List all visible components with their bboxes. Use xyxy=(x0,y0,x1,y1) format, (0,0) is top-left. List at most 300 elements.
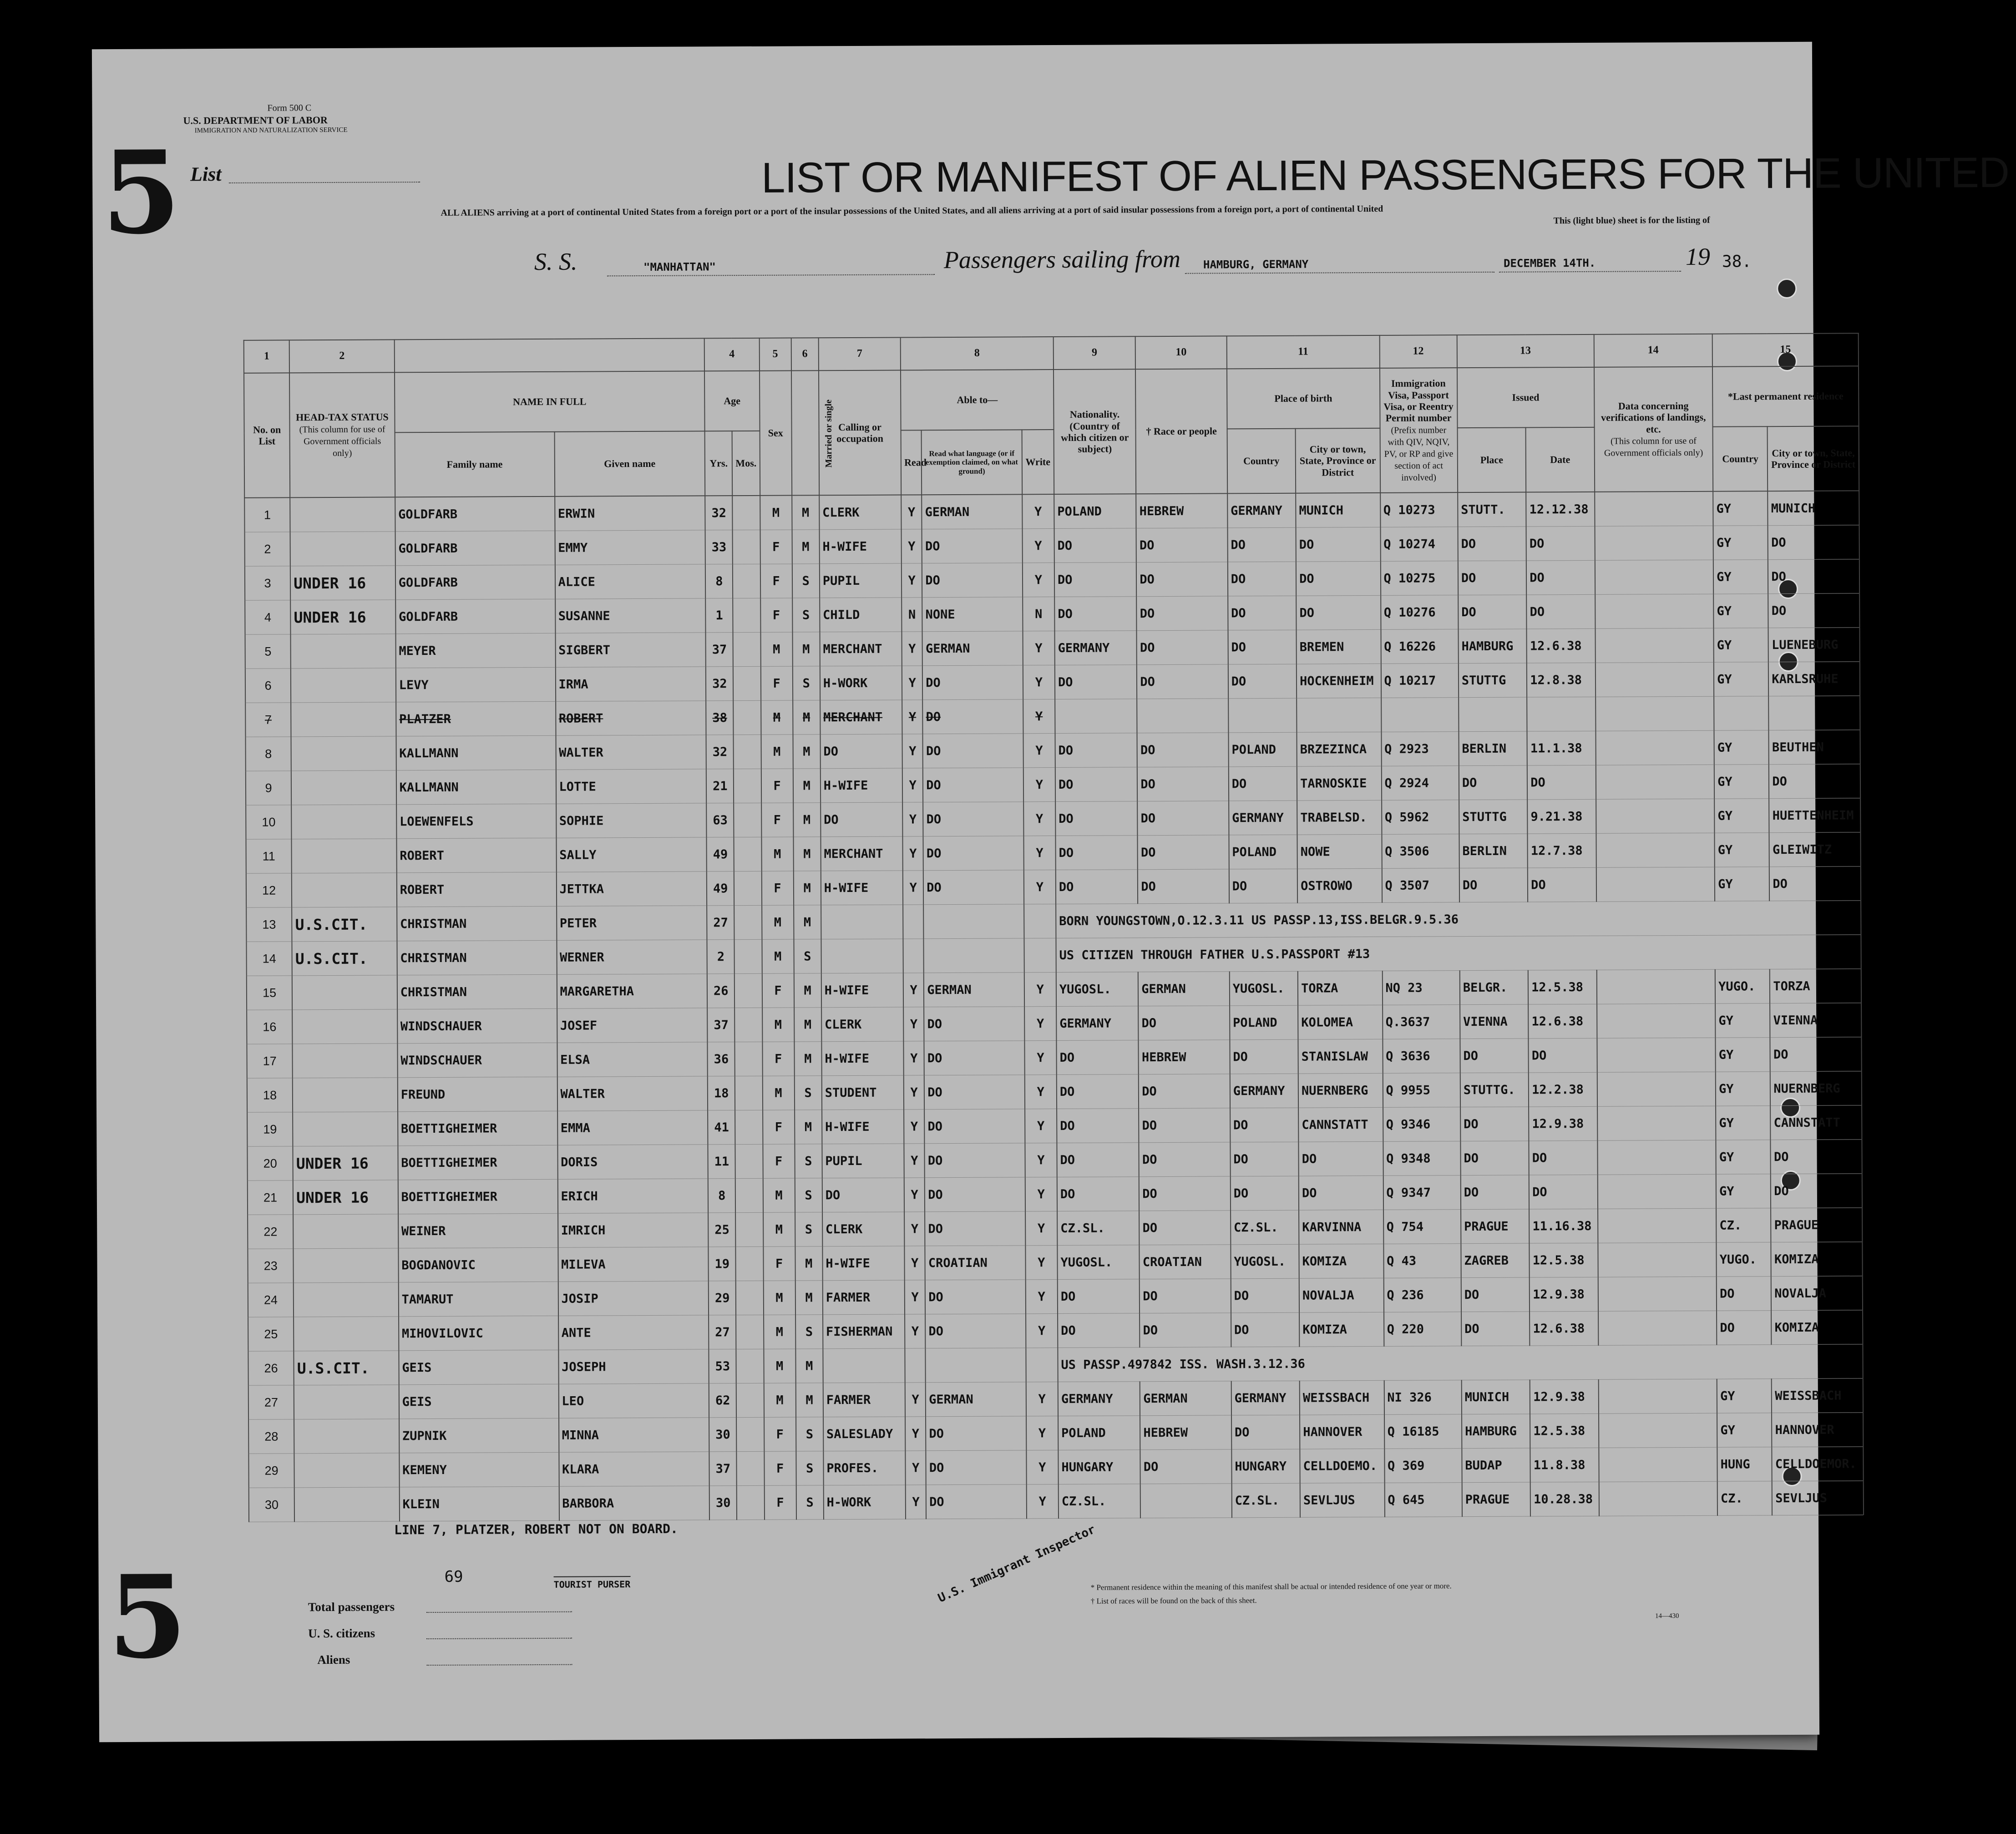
residence-country: GY xyxy=(1714,799,1769,833)
header-mos: Mos. xyxy=(732,431,760,496)
family-name: BOETTIGHEIMER xyxy=(398,1145,557,1180)
birth-country: DO xyxy=(1228,630,1297,664)
age-months xyxy=(733,496,760,530)
marital-status: S xyxy=(796,1451,823,1485)
issued-place: STUTTG. xyxy=(1460,1073,1529,1107)
family-name: GOLDFARB xyxy=(395,531,555,566)
residence-city: HUETTENHEIM xyxy=(1769,798,1860,833)
read-language: DO xyxy=(924,1041,1025,1075)
residence-country: GY xyxy=(1716,1140,1771,1175)
header-given-name: Given name xyxy=(554,431,705,496)
occupation: PUPIL xyxy=(822,1144,904,1178)
issued-date xyxy=(1527,697,1596,731)
issued-place: DO xyxy=(1460,1141,1529,1175)
occupation: CLERK xyxy=(821,1007,904,1042)
residence-city: NOVALJA xyxy=(1771,1276,1863,1311)
occupation xyxy=(823,1348,905,1383)
married-label: Married or single xyxy=(823,399,834,468)
nationality: DO xyxy=(1055,767,1138,802)
list-number-bottom: 5 xyxy=(107,1550,187,1684)
visa-number: Q.3637 xyxy=(1383,1005,1460,1039)
occupation: H-WIFE xyxy=(822,1246,905,1281)
race: DO xyxy=(1138,1006,1230,1040)
nationality: DO xyxy=(1056,1040,1139,1075)
age-months xyxy=(734,871,761,905)
total-count: 69 xyxy=(444,1567,463,1586)
sex: F xyxy=(760,530,792,564)
marital-status: M xyxy=(795,1246,822,1281)
total-passengers-label: Total passengers xyxy=(308,1600,395,1614)
marital-status: M xyxy=(793,735,820,769)
can-read: Y xyxy=(905,1314,925,1348)
issued-place: DO xyxy=(1460,1107,1529,1141)
given-name: WALTER xyxy=(556,735,706,770)
issued-place: VIENNA xyxy=(1460,1004,1529,1039)
residence-city: VIENNA xyxy=(1770,1003,1861,1038)
landing-data xyxy=(1596,696,1714,731)
birth-city: WEISSBACH xyxy=(1300,1380,1384,1415)
age-years: 37 xyxy=(706,633,733,667)
sex: M xyxy=(764,1349,795,1383)
nationality: DO xyxy=(1055,801,1138,836)
birth-country: DO xyxy=(1230,1039,1298,1074)
birth-country: GERMANY xyxy=(1229,800,1297,835)
head-tax-status: UNDER 16 xyxy=(293,1180,398,1215)
can-read: Y xyxy=(902,666,922,700)
given-name: LOTTE xyxy=(556,769,706,804)
residence-country: CZ. xyxy=(1717,1481,1773,1516)
residence-city: DO xyxy=(1771,1174,1862,1208)
port-line xyxy=(1185,271,1494,274)
residence-city: KOMIZA xyxy=(1771,1242,1863,1277)
marital-status: S xyxy=(796,1417,823,1451)
marital-status: M xyxy=(793,837,821,871)
marital-status: M xyxy=(792,495,819,530)
can-write: Y xyxy=(1025,1211,1058,1246)
residence-city: NUERNBERG xyxy=(1770,1071,1862,1106)
can-read: Y xyxy=(903,871,923,905)
family-name: WINDSCHAUER xyxy=(397,1043,557,1078)
port-name: HAMBURG, GERMANY xyxy=(1203,258,1309,271)
visa-number: Q 369 xyxy=(1384,1449,1462,1483)
row-number: 4 xyxy=(245,600,291,634)
occupation: CLERK xyxy=(822,1212,905,1246)
can-read: Y xyxy=(902,768,923,802)
age-months xyxy=(734,803,761,837)
read-language: DO xyxy=(923,870,1024,905)
can-write xyxy=(1024,938,1056,973)
can-read xyxy=(905,1348,926,1383)
col-num: 10 xyxy=(1135,336,1227,369)
nationality: YUGOSL. xyxy=(1056,972,1139,1007)
sex: M xyxy=(761,837,793,871)
issued-place xyxy=(1459,697,1527,732)
can-read: Y xyxy=(902,632,922,666)
birth-country xyxy=(1228,698,1297,733)
age-years: 8 xyxy=(708,1179,735,1213)
col-num: 11 xyxy=(1226,335,1379,369)
row-number: 16 xyxy=(247,1010,293,1044)
birth-city: DO xyxy=(1296,561,1381,596)
residence-country: GY xyxy=(1715,833,1770,867)
landing-data xyxy=(1597,1106,1716,1140)
birth-city: CELLDOEMO. xyxy=(1300,1449,1384,1483)
header-no-on-list: No. on List xyxy=(244,373,290,497)
data-note: (This column for use of Government officials only) xyxy=(1604,436,1703,458)
landing-data xyxy=(1597,1003,1716,1038)
col-num: 8 xyxy=(901,337,1054,370)
col-num: 13 xyxy=(1457,334,1594,368)
age-months xyxy=(734,905,761,939)
family-name: CHRISTMAN xyxy=(397,940,557,975)
row-number: 9 xyxy=(246,771,292,805)
residence-city: KOMIZA xyxy=(1771,1310,1863,1345)
age-months xyxy=(733,564,760,598)
race: DO xyxy=(1138,869,1229,904)
birth-city xyxy=(1297,698,1381,732)
marital-status: S xyxy=(795,1178,822,1212)
issued-date: 12.12.38 xyxy=(1526,492,1595,527)
age-months xyxy=(734,700,761,735)
row-number: 19 xyxy=(247,1112,293,1146)
can-read: Y xyxy=(904,1041,924,1075)
sex: F xyxy=(760,564,792,598)
landing-data xyxy=(1595,662,1714,697)
occupation: CHILD xyxy=(820,598,902,632)
occupation xyxy=(821,905,903,939)
residence-country: GY xyxy=(1715,867,1770,902)
family-name: LOEWENFELS xyxy=(396,804,556,839)
given-name: JOSEPH xyxy=(558,1349,709,1384)
marital-status: M xyxy=(795,1349,823,1383)
birth-country: DO xyxy=(1228,562,1297,596)
family-name: ZUPNIK xyxy=(399,1418,559,1453)
header-place-of-birth: Place of birth xyxy=(1227,368,1380,429)
visa-number: Q 2923 xyxy=(1381,732,1459,766)
sex: F xyxy=(763,1144,795,1178)
age-months xyxy=(735,1076,762,1110)
issued-place: STUTTG xyxy=(1459,663,1527,698)
birth-city: NOVALJA xyxy=(1299,1278,1384,1312)
row-number: 5 xyxy=(245,634,291,669)
nationality: GERMANY xyxy=(1054,631,1137,665)
read-language: DO xyxy=(923,836,1024,871)
can-read: Y xyxy=(906,1451,926,1485)
read-language: DO xyxy=(922,529,1023,563)
age-months xyxy=(737,1485,764,1520)
visa-number: Q 10274 xyxy=(1380,527,1458,562)
row-number: 6 xyxy=(245,669,291,703)
nationality: DO xyxy=(1057,1177,1140,1211)
can-read: Y xyxy=(901,495,922,529)
occupation: H-WIFE xyxy=(821,768,903,803)
given-name: DORIS xyxy=(557,1145,708,1179)
can-read: Y xyxy=(902,529,922,563)
race: DO xyxy=(1137,664,1228,699)
marital-status: S xyxy=(794,939,821,973)
residence-country: GY xyxy=(1713,491,1768,526)
issued-place: STUTTG xyxy=(1459,800,1528,834)
can-write xyxy=(1024,904,1056,938)
row-number: 15 xyxy=(247,976,293,1010)
residence-city: CELLDOEMOR. xyxy=(1772,1447,1864,1481)
family-name: LEVY xyxy=(396,667,556,702)
birth-country: GERMANY xyxy=(1230,1074,1299,1108)
sex: M xyxy=(760,496,792,530)
residence-city: DO xyxy=(1770,1037,1862,1072)
visa-number: Q 9955 xyxy=(1383,1073,1460,1108)
issued-place: STUTT. xyxy=(1458,492,1526,527)
residence-city: DO xyxy=(1769,866,1861,901)
landing-data xyxy=(1596,867,1715,902)
family-name: WINDSCHAUER xyxy=(397,1008,557,1044)
header-able-to: Able to— xyxy=(901,370,1054,430)
race: DO xyxy=(1140,1449,1232,1484)
residence-country: YUGO. xyxy=(1716,1242,1771,1277)
given-name: BARBORA xyxy=(559,1486,709,1520)
age-years: 38 xyxy=(706,701,733,735)
can-write: Y xyxy=(1023,699,1055,734)
given-name: JOSEF xyxy=(557,1008,708,1043)
age-months xyxy=(735,1110,762,1144)
visa-number: Q 2924 xyxy=(1381,766,1459,800)
visa-number: Q 10273 xyxy=(1380,492,1458,527)
age-months xyxy=(733,530,760,564)
nationality: POLAND xyxy=(1054,494,1136,528)
can-read: Y xyxy=(905,1417,926,1451)
age-years: 21 xyxy=(706,769,734,803)
residence-country: GY xyxy=(1716,1038,1771,1072)
race: DO xyxy=(1136,528,1228,562)
marital-status: S xyxy=(794,1076,821,1110)
visa-number: Q 10217 xyxy=(1381,664,1459,698)
residence-city: LUENEBURG xyxy=(1768,628,1860,662)
can-read: Y xyxy=(905,1383,926,1417)
birth-country: DO xyxy=(1229,766,1297,801)
can-write: Y xyxy=(1022,494,1054,529)
form-number: Form 500 C xyxy=(267,103,312,113)
issued-place: HAMBURG xyxy=(1462,1414,1530,1449)
family-name: GEIS xyxy=(399,1384,558,1419)
race: DO xyxy=(1139,1142,1231,1177)
can-write: Y xyxy=(1026,1382,1058,1416)
given-name: ALICE xyxy=(555,564,705,599)
passenger-table xyxy=(243,333,1864,1522)
family-name: WEINER xyxy=(398,1213,558,1248)
can-read: Y xyxy=(902,700,922,734)
header-nationality: Nationality. (Country of which citizen or subject) xyxy=(1054,369,1136,494)
landing-data xyxy=(1595,491,1713,527)
age-years: 26 xyxy=(707,974,734,1008)
can-read: Y xyxy=(905,1246,925,1280)
sex: M xyxy=(763,1178,795,1212)
landing-data xyxy=(1596,799,1715,833)
visa-number: Q 3506 xyxy=(1382,834,1459,869)
row-number: 25 xyxy=(248,1317,294,1351)
col-num: 14 xyxy=(1594,334,1712,367)
given-name: MARGARETHA xyxy=(557,974,707,1008)
issued-place: HAMBURG xyxy=(1458,629,1527,664)
birth-country: YUGOSL. xyxy=(1230,971,1298,1006)
head-tax-status xyxy=(293,1112,398,1146)
birth-city: TRABELSD. xyxy=(1297,800,1382,835)
issued-place: PRAGUE xyxy=(1462,1482,1531,1517)
sex: M xyxy=(763,1281,795,1315)
visa-number: NQ 23 xyxy=(1382,971,1460,1005)
col-num: 2 xyxy=(289,339,395,373)
age-years: 41 xyxy=(708,1110,735,1145)
can-write: Y xyxy=(1025,1143,1057,1177)
can-read: Y xyxy=(906,1485,926,1519)
read-language xyxy=(926,1348,1026,1383)
issued-place: DO xyxy=(1459,868,1528,902)
head-tax-status xyxy=(290,497,395,532)
header-birth-country: Country xyxy=(1227,429,1296,494)
age-years: 29 xyxy=(709,1281,736,1315)
head-tax-status xyxy=(291,634,396,669)
birth-city: CANNSTATT xyxy=(1298,1107,1383,1142)
age-years: 32 xyxy=(706,667,733,701)
can-write: Y xyxy=(1023,665,1055,699)
age-months xyxy=(734,973,762,1008)
can-read xyxy=(903,905,923,939)
head-tax-status xyxy=(294,1282,399,1317)
marital-status: M xyxy=(794,973,821,1008)
head-tax-status xyxy=(294,1487,400,1522)
sex: F xyxy=(760,666,792,700)
race: DO xyxy=(1139,1176,1231,1211)
race xyxy=(1140,1484,1232,1518)
nationality: DO xyxy=(1058,1279,1140,1314)
sex: F xyxy=(762,1042,794,1076)
issued-place: DO xyxy=(1459,765,1528,800)
birth-city: BRZEZINCA xyxy=(1297,732,1382,766)
sex: F xyxy=(764,1417,796,1451)
header-read: Read xyxy=(901,430,922,495)
read-language: DO xyxy=(925,1280,1026,1314)
data-title: Data concerning verifications of landings, etc. xyxy=(1601,400,1706,435)
landing-data xyxy=(1598,1242,1717,1277)
row-number: 29 xyxy=(248,1454,294,1488)
col-num: 12 xyxy=(1379,335,1457,368)
marital-status: M xyxy=(795,1383,823,1417)
birth-country: DO xyxy=(1231,1312,1300,1347)
nationality: YUGOSL. xyxy=(1057,1245,1140,1280)
nationality: DO xyxy=(1054,597,1137,631)
issued-date: 12.5.38 xyxy=(1530,1243,1598,1277)
residence-country: GY xyxy=(1713,526,1768,560)
issued-date: DO xyxy=(1526,526,1595,561)
head-tax-status xyxy=(294,1248,399,1283)
row-number: 23 xyxy=(248,1249,294,1283)
head-tax-status xyxy=(292,873,397,907)
read-language: DO xyxy=(923,734,1023,768)
issued-place: ZAGREB xyxy=(1461,1243,1530,1278)
marital-status: M xyxy=(794,1042,821,1076)
marital-status: S xyxy=(795,1315,823,1349)
age-years: 19 xyxy=(709,1247,736,1281)
birth-country: GERMANY xyxy=(1227,493,1296,528)
birth-country: DO xyxy=(1229,869,1298,903)
given-name: MINNA xyxy=(559,1418,709,1452)
can-read: Y xyxy=(902,802,923,836)
race: DO xyxy=(1139,1074,1230,1109)
family-name: KALLMANN xyxy=(396,735,556,770)
age-years: 33 xyxy=(705,530,733,564)
birth-country: DO xyxy=(1230,1108,1299,1142)
age-years: 18 xyxy=(708,1076,735,1110)
age-years: 2 xyxy=(707,940,734,974)
occupation: MERCHANT xyxy=(820,632,902,666)
residence-country: GY xyxy=(1717,1379,1772,1413)
row-number: 20 xyxy=(247,1146,293,1180)
age-years: 25 xyxy=(708,1213,735,1247)
visa-number: NI 326 xyxy=(1384,1380,1462,1415)
birth-country: YUGOSL. xyxy=(1231,1244,1299,1279)
header-visa xyxy=(1379,368,1458,493)
read-language: DO xyxy=(922,699,1023,734)
sex: M xyxy=(761,700,793,735)
row-number: 8 xyxy=(245,737,291,771)
residence-country: DO xyxy=(1717,1277,1772,1311)
race: GERMAN xyxy=(1138,972,1230,1006)
sex: M xyxy=(764,1315,795,1349)
birth-country: GERMANY xyxy=(1231,1381,1300,1415)
can-read: Y xyxy=(903,836,923,871)
read-language: DO xyxy=(924,1075,1025,1110)
can-write: Y xyxy=(1025,1246,1058,1280)
head-tax-status xyxy=(293,1078,398,1112)
marital-status: M xyxy=(792,632,820,666)
residence-city: DO xyxy=(1769,764,1860,799)
can-read: Y xyxy=(902,734,923,768)
age-months xyxy=(735,1212,763,1246)
can-read: Y xyxy=(905,1280,925,1314)
residence-city: PRAGUE xyxy=(1771,1208,1862,1242)
residence-country: GY xyxy=(1716,1106,1771,1140)
given-name: SALLY xyxy=(556,837,707,872)
birth-country: DO xyxy=(1228,664,1297,699)
birth-city: OSTROWO xyxy=(1297,868,1382,903)
residence-city: DO xyxy=(1771,1140,1862,1174)
marital-status: S xyxy=(792,598,820,632)
birth-city: DO xyxy=(1296,527,1381,562)
read-language: DO xyxy=(922,563,1023,598)
head-tax-status xyxy=(292,975,397,1010)
residence-country: GY xyxy=(1715,1003,1770,1038)
residence-city: DO xyxy=(1768,525,1859,560)
row-number: 22 xyxy=(248,1215,294,1249)
occupation: DO xyxy=(822,1178,905,1212)
col-num: 9 xyxy=(1054,336,1136,370)
read-language: DO xyxy=(922,665,1023,700)
family-name: CHRISTMAN xyxy=(397,906,557,941)
issued-place: MUNICH xyxy=(1462,1380,1530,1414)
given-name: WALTER xyxy=(557,1076,708,1111)
marital-status: M xyxy=(793,871,821,905)
birth-city: KARVINNA xyxy=(1299,1210,1383,1244)
can-write: Y xyxy=(1024,1041,1057,1075)
head-tax-status: U.S.CIT. xyxy=(294,1351,399,1385)
birth-city: TORZA xyxy=(1298,971,1383,1005)
birth-country: DO xyxy=(1231,1415,1300,1449)
visa-number: Q 220 xyxy=(1384,1312,1462,1347)
marital-status: M xyxy=(794,905,821,939)
residence-country: GY xyxy=(1713,594,1768,628)
landing-data xyxy=(1598,1208,1717,1243)
occupation: PROFES. xyxy=(823,1451,906,1485)
head-tax-status xyxy=(293,1044,398,1078)
